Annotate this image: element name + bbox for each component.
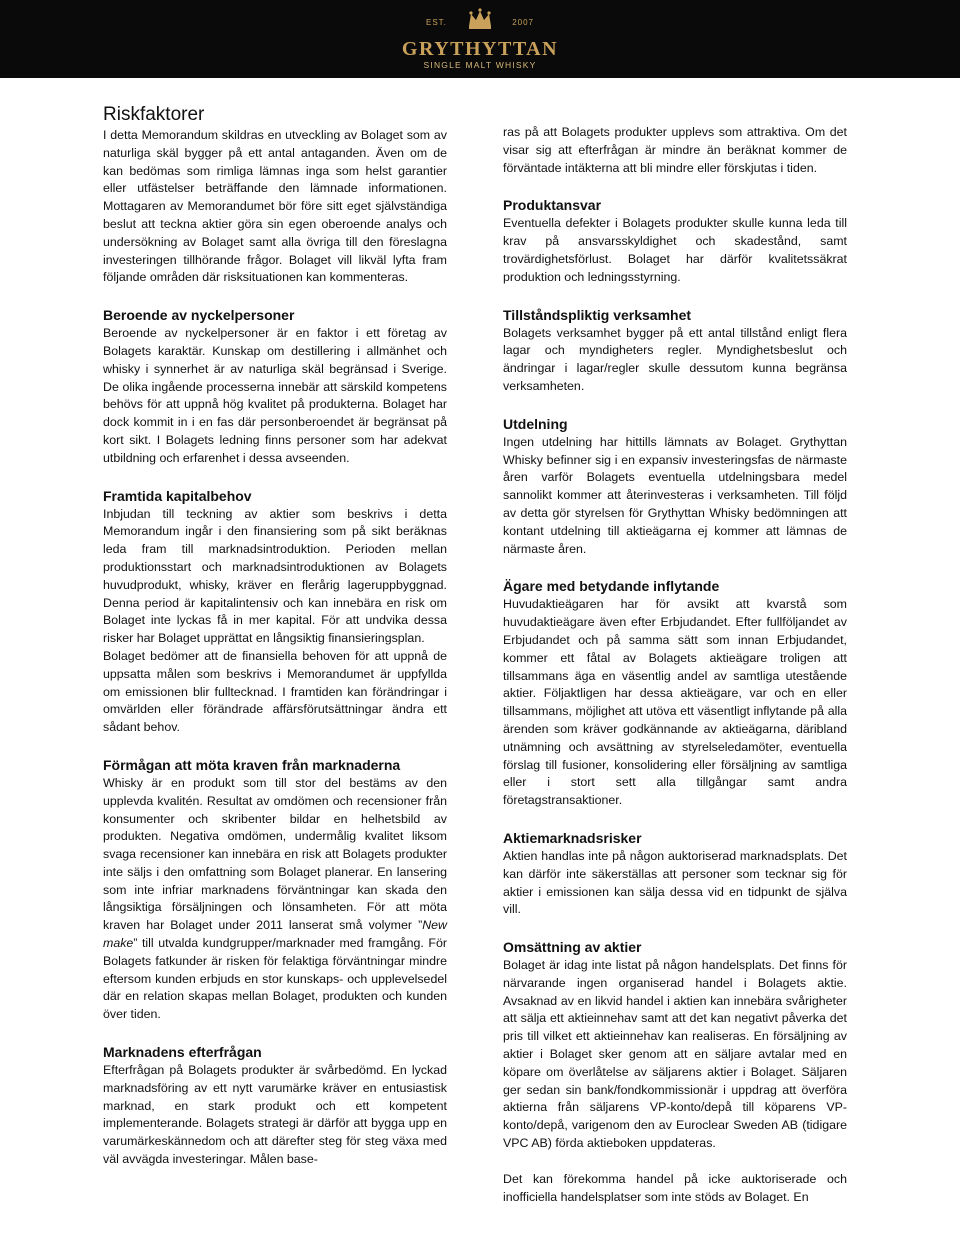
section-paragraph: Bolaget bedömer att de finansiella behoven för att uppnå de uppsatta målen som beskrivs i Memorandumet är uppfyllda om emissionen blir fulltecknad. I framtiden kan förändringar i omvärlden eller förändrade affärsförutsättningar ändra ett sådant behov.: [103, 648, 447, 735]
section-market-demands: [103, 755, 447, 1024]
paragraph-gap: [503, 1153, 847, 1171]
section-paragraph: Ingen utdelning har hittills lämnats av Bolaget. Grythyttan Whisky befinner sig i en expansiv investeringsfas de närmaste åren varför Bolagets eventuella utdelningsbara medel sannolikt kommer att återinvesteras i verksamheten. Till följd av detta gör styrelsen för Grythyttan Whisky bedömningen att kontant utdelning till aktieägarna ej kommer att lämnas de närmaste åren.: [503, 434, 847, 556]
section-paragraph: Bolagets verksamhet bygger på ett antal tillstånd enligt flera lagar och myndigheters regler. Myndighetsbeslut och ändringar i lagar/regler skulle dessutom kunna begränsa verksamheten.: [503, 325, 847, 393]
section-paragraph: Det kan förekomma handel på icke auktoriserade och inofficiella handelsplatser som inte stöds av Bolaget. En: [503, 1171, 847, 1204]
section-paragraph: Aktien handlas inte på någon auktoriserad marknadsplats. Det kan därför inte säkerställas att personer som tecknar sig för aktier i emissionen kan sälja dessa vid en tidpunkt de själva vill.: [503, 848, 847, 917]
section-dividend: [503, 414, 847, 559]
section-paragraph: [103, 775, 447, 1024]
section-paragraph: Efterfrågan på Bolagets produkter är svårbedömd. En lyckad marknadsföring av ett nytt varumärke kräver en entusiastisk marknad, en stark produkt och ett kompetent implementerande. Bolagets strategi är därför att bygga upp en varumärkeskännedom och att därefter steg för steg växa med väl avvägda investeringar. Målen base-: [103, 1063, 447, 1167]
header-band: [0, 0, 960, 78]
section-paragraph: Eventuella defekter i Bolagets produkter skulle kunna leda till krav på ansvarsskyldighet och skadestånd, samt trovärdighetsförlust. Bolaget har därför kvalitetssäkrat produktion och ledningsstyrning.: [503, 216, 847, 284]
page-title: Riskfaktorer: [103, 104, 205, 125]
section-market-demand: [103, 1042, 447, 1169]
logo-est-label: EST.: [426, 18, 447, 27]
section-heading: Framtida kapitalbehov: [103, 487, 252, 504]
right-column: [503, 124, 847, 1224]
section-heading: Ägare med betydande inflytande: [503, 578, 720, 595]
section-heading: Aktiemarknadsrisker: [503, 829, 642, 846]
section-heading: Omsättning av aktier: [503, 939, 642, 956]
left-column: [103, 100, 447, 1187]
section-heading: Produktansvar: [503, 197, 602, 214]
section-stock-market-risks: [503, 828, 847, 919]
section-paragraph: Huvudaktieägaren har för avsikt att kvarstå som huvudaktieägare även efter Erbjudandet. Efter fullföljandet av Erbjudandet och på samma sätt som innan Erbjudandet, kommer ett fåtal av Bolagets aktieägare troligen att tillsammans äga en väsentlig andel av samtliga utestående aktier. Följaktligen har dessa aktieägare, var och en eller tillsammans, möjlighet att utöva ett väsentligt inflytande på alla ärenden som kräver godkännande av aktieägarna, däribland utnämning och avsättning av styrelseledamöter, eventuella förslag till fusioner, konsolidering eller försäljning av samtliga eller i stort sett alla tillgångar samt andra företagstransaktioner.: [503, 597, 847, 808]
brand-name: GRYTHYTTAN: [401, 38, 559, 60]
section-paragraph: Bolaget är idag inte listat på någon handelsplats. Det finns för närvarande ingen organiserad handel i Bolagets aktie. Avsaknad av en likvid handel i aktien kan innebära svårigheter att sälja ett aktieinnehav samt att det kan negativt påverka det pris till vilket ett aktieinnehav kan realiseras. En försäljning av aktier i Bolaget sker genom att en säljare avtalar med en köpare om överlåtelse av säljarens aktier i Bolaget. Säljaren ger sedan sin bank/fondkommissionär i uppdrag att överföra aktierna från säljarens VP-konto/depå till köparens VP-konto/depå, varigenom den av Euroclear Sweden AB (tidigare VPC AB) förda aktieboken uppdateras.: [503, 958, 847, 1151]
continued-section: [503, 124, 847, 177]
continued-paragraph: ras på att Bolagets produkter upplevs som attraktiva. Om det visar sig att efterfrågan är mindre än beräknat kommer de förväntade intäkterna att bli mindre eller förskjutas i tiden.: [503, 125, 847, 175]
section-owners-influence: [503, 576, 847, 810]
intro-section: [103, 127, 447, 287]
section-paragraph: Beroende av nyckelpersoner är en faktor i ett företag av Bolagets karaktär. Kunskap om destillering i allmänhet och whisky i synnerhet är av naturliga skäl begränsad i Sverige. De olika ingående processerna innebär att särskild kompetens behövs för att uppnå hög kvalitet på produkterna. Bolaget har dock kommit in i en fas där personberoendet är begränsat på kort sikt. I Bolagets ledning finns personer som har adekvat utbildning och erfarenhet i dessa avseenden.: [103, 326, 447, 465]
section-paragraph: Inbjudan till teckning av aktier som beskrivs i detta Memorandum ingår i den finansiering som på sikt beräknas leda fram till marknadsintroduktion. Perioden mellan produktionsstart och marknadsintroduktionen av Bolagets huvudprodukt, whisky, kräver en flerårig lageruppbyggnad. Denna period är kapitalintensiv och kan innebära en risk om Bolaget inte lyckas få in mer kapital. För att undvika dessa risker har Bolaget upprättat en långsiktig finansieringsplan.: [103, 506, 447, 646]
section-product-liability: [503, 195, 847, 286]
crown-icon: [467, 8, 493, 30]
section-heading: Marknadens efterfrågan: [103, 1044, 262, 1061]
brand-logo: [400, 8, 560, 70]
section-heading: Förmågan att möta kraven från marknaderna: [103, 756, 401, 773]
intro-paragraph: I detta Memorandum skildras en utveckling av Bolaget som av naturliga skäl bygger på ett antal antaganden. Även om de kan bedömas som rimliga lämnas inga som helst garantier eller utfästelser beträffande den lämnade informationen. Mottagaren av Memorandumet bör före sitt eget självständiga beslut att teckna aktier göra sin egen oberoende analys och undersökning av Bolaget samt alla övriga till den föreslagna investeringen tillhörande frågor. Bolaget vill likväl lyfta fram följande områden där risksituationen kan kommenteras.: [103, 128, 447, 285]
text-run: Whisky är en produkt som till stor del bestäms av den upplevda kvalitén. Resultat av omdömen och recensioner från konsumenter och skribenter bildar en helhetsbild av produkten. Negativa omdömen, undermålig kvalitet liksom svaga recensioner kan innebära en risk att Bolagets produkter inte säljs i den omfattning som Bolaget planerar. En lansering som inte infriar marknadens förväntningar kan skada den långsiktiga försäljningen och lönsamheten. För att möta kraven har Bolaget under 2011 lanserat små volymer ”: [103, 775, 447, 933]
logo-year-label: 2007: [512, 18, 534, 27]
section-capital-needs: [103, 486, 447, 737]
emphasis-text: New make: [103, 918, 447, 951]
section-heading: Beroende av nyckelpersoner: [103, 307, 295, 324]
text-run: ” till utvalda kundgrupper/marknader med framgång. För Bolagets fatkunder är risken för felaktiga förväntningar mindre eftersom kunden erbjuds en stor kunskaps- och upplevelsedel där en relation skapas mellan Bolaget, produkten och kunden över tiden.: [103, 936, 447, 1022]
section-heading: Utdelning: [503, 415, 568, 432]
section-heading: Tillståndspliktig verksamhet: [503, 306, 692, 323]
brand-tagline: SINGLE MALT WHISKY: [423, 60, 537, 70]
section-key-persons: [103, 305, 447, 467]
section-share-trading: [503, 937, 847, 1206]
section-permits: [503, 305, 847, 396]
